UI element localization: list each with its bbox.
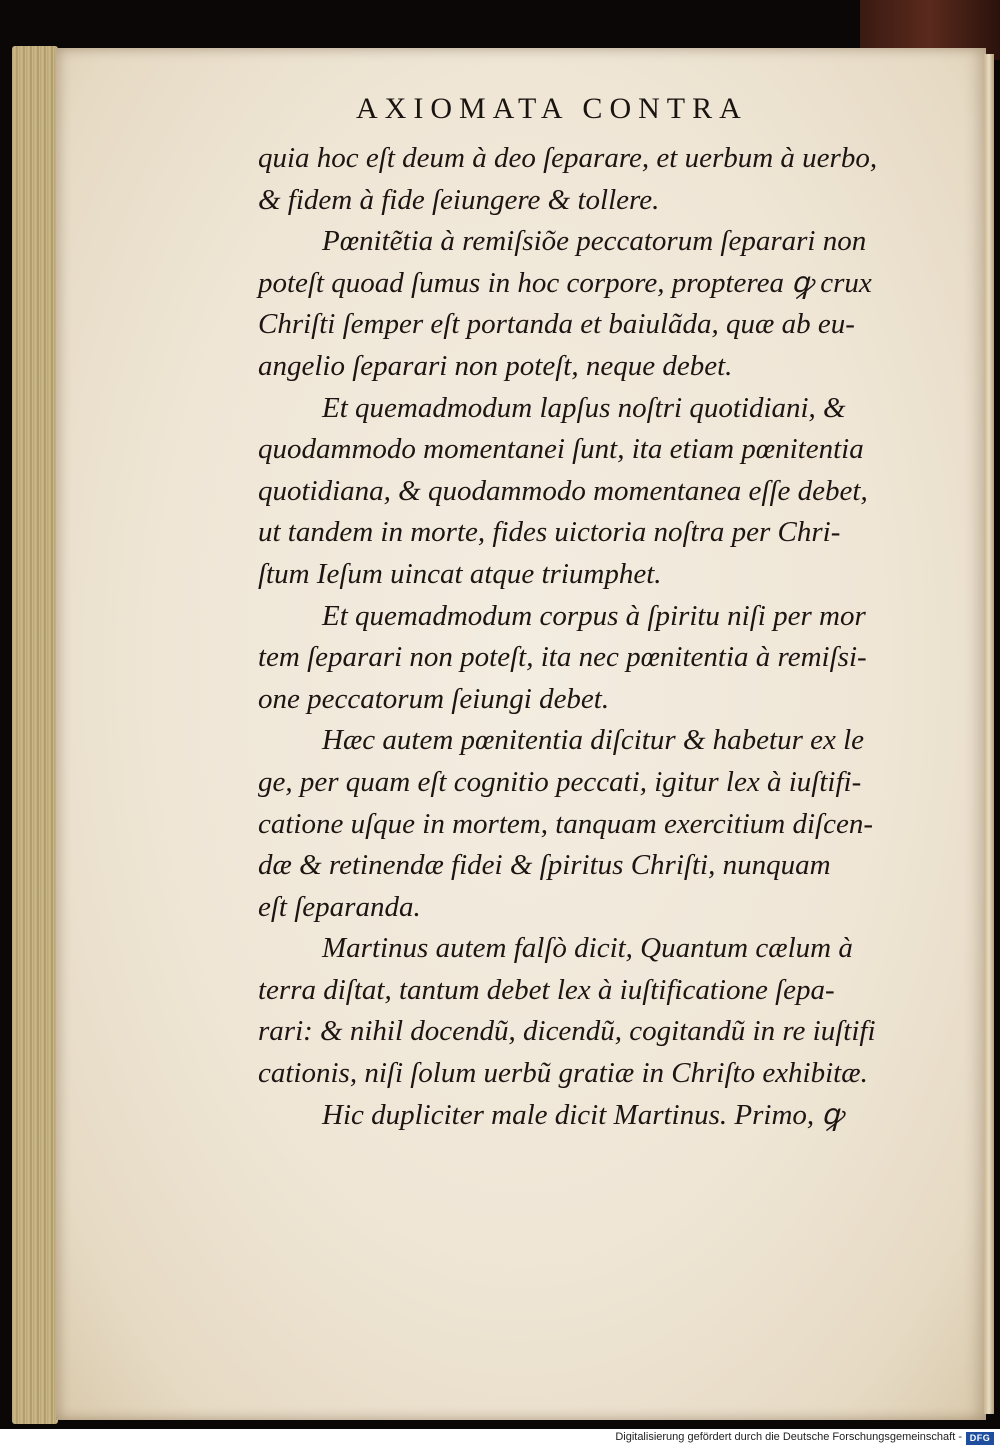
text-line: Chriſti ſemper eſt portanda et baiulãda, quæ ab eu-: [258, 308, 855, 341]
text-line: quodammodo momentanei ſunt, ita etiam pœnitentia: [258, 433, 864, 466]
text-line: Martinus autem falſò dicit, Quantum cælum à: [322, 932, 853, 965]
text-line: ſtum Ieſum uincat atque triumphet.: [258, 557, 662, 590]
text-line: eſt ſeparanda.: [258, 890, 421, 923]
text-line: poteſt quoad ſumus in hoc corpore, propterea ꝙ crux: [258, 266, 872, 299]
footer-bar: [0, 1429, 1000, 1449]
text-line: ge, per quam eſt cognitio peccati, igitur lex à iuſtifi-: [258, 765, 862, 798]
text-line: cationis, niſi ſolum uerbũ gratiæ in Chriſto exhibitæ.: [258, 1057, 868, 1090]
text-line: angelio ſeparari non poteſt, neque debet.: [258, 349, 733, 382]
text-line: tem ſeparari non poteſt, ita nec pœnitentia à remiſsi-: [258, 641, 867, 674]
text-line: ut tandem in morte, fides uictoria noſtra per Chri-: [258, 516, 841, 549]
dfg-logo: DFG: [966, 1432, 994, 1445]
body-text: [258, 138, 938, 1136]
text-line: one peccatorum ſeiungi debet.: [258, 682, 610, 715]
text-line: Hic dupliciter male dicit Martinus. Primo, ꝙ: [322, 1098, 844, 1131]
text-line: rari: & nihil docendũ, dicendũ, cogitandũ in re iuſtifi: [258, 1015, 876, 1048]
text-line: terra diſtat, tantum debet lex à iuſtificatione ſepa-: [258, 973, 835, 1006]
text-line: Hæc autem pœnitentia diſcitur & habetur ex le: [322, 724, 865, 757]
text-line: dæ & retinendæ fidei & ſpiritus Chriſti, nunquam: [258, 849, 831, 882]
text-line: & fidem à fide ſeiungere & tollere.: [258, 183, 660, 216]
running-head: AXIOMATA CONTRA: [356, 92, 748, 125]
funding-notice: Digitalisierung gefördert durch die Deutsche Forschungsgemeinschaft -: [615, 1431, 962, 1443]
text-line: quia hoc eſt deum à deo ſeparare, et uerbum à uerbo,: [258, 142, 878, 174]
text-line: Pœnitẽtia à remiſsiõe peccatorum ſeparari non: [322, 225, 867, 258]
text-line: quotidiana, & quodammodo momentanea eſſe debet,: [258, 474, 868, 507]
text-line: Et quemadmodum lapſus noſtri quotidiani, &: [322, 391, 846, 424]
text-line: Et quemadmodum corpus à ſpiritu niſi per mor: [322, 599, 866, 632]
page-edge-right: [984, 54, 994, 1414]
page-fore-edge: [12, 46, 58, 1424]
text-line: catione uſque in mortem, tanquam exercitium diſcen-: [258, 807, 874, 840]
